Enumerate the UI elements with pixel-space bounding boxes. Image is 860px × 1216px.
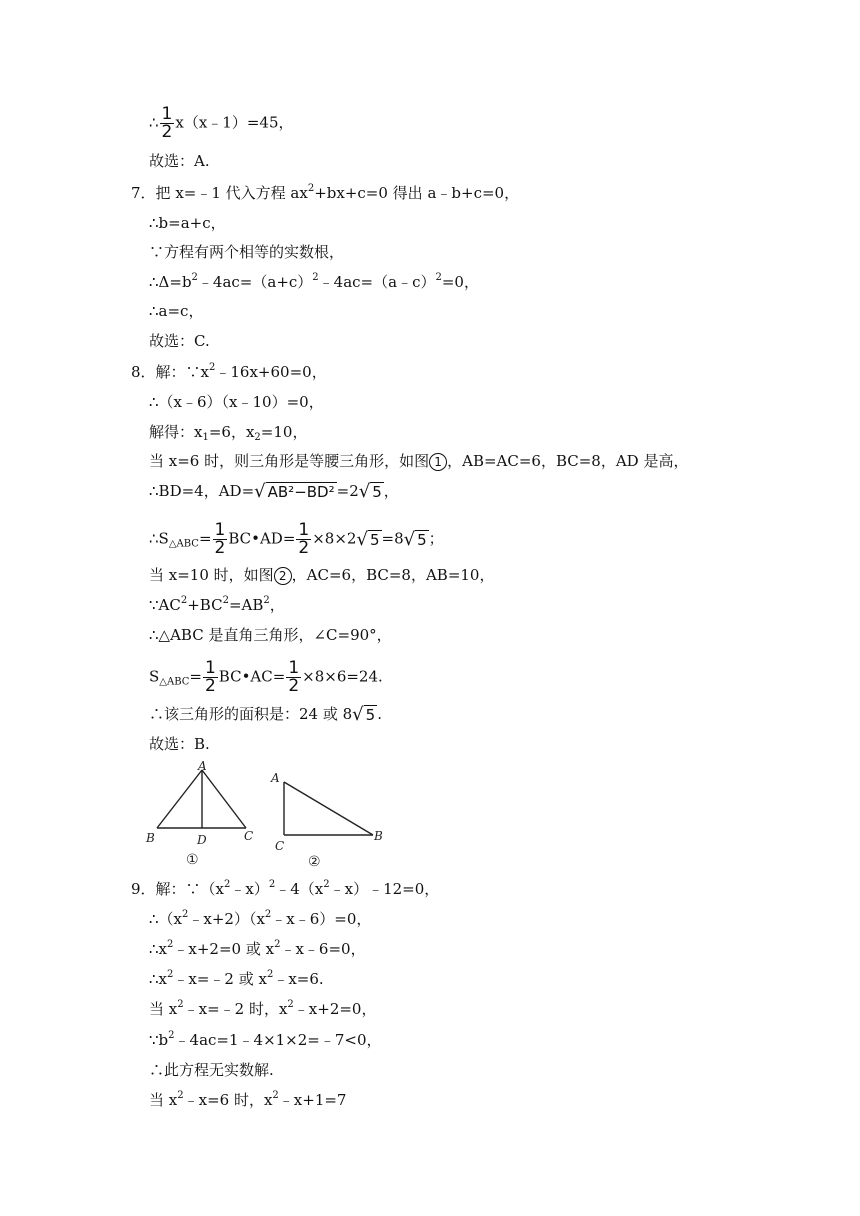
text: =8 bbox=[381, 529, 404, 548]
text: ∴x bbox=[149, 940, 168, 958]
numerator: 1 bbox=[161, 104, 173, 124]
text: ﹣4（x bbox=[275, 880, 324, 898]
superscript: 2 bbox=[435, 272, 442, 283]
square-root bbox=[404, 530, 429, 550]
text: ﹣16x+60=0， bbox=[215, 363, 327, 381]
text: =AB bbox=[228, 596, 264, 614]
superscript: 2 bbox=[287, 999, 294, 1010]
superscript: 2 bbox=[180, 595, 188, 606]
text: 当 x=10 时，如图 bbox=[149, 566, 274, 584]
superscript: 2 bbox=[222, 595, 229, 606]
numerator: 1 bbox=[204, 658, 216, 678]
superscript: 2 bbox=[224, 879, 231, 890]
text: ﹣x+1=7 bbox=[278, 1091, 347, 1109]
superscript: 2 bbox=[274, 939, 281, 950]
figure-1-caption: ① bbox=[186, 852, 199, 868]
text: 解得：x bbox=[149, 423, 203, 441]
superscript: 2 bbox=[307, 183, 315, 194]
text: =6，x bbox=[208, 423, 255, 441]
line-4: ∴b=a+c， bbox=[149, 214, 226, 232]
square-root bbox=[254, 482, 336, 502]
radical-sign: √ bbox=[356, 528, 368, 550]
text: ﹣4ac=（a+c） bbox=[197, 273, 313, 291]
text: ﹣x=6. bbox=[273, 970, 324, 988]
label-b: B bbox=[374, 829, 383, 843]
fraction bbox=[160, 106, 175, 141]
text: ﹣4ac=1﹣4×1×2=﹣7<0， bbox=[174, 1031, 382, 1049]
superscript: 2 bbox=[312, 272, 319, 283]
superscript: 2 bbox=[177, 1090, 184, 1101]
text: 当 x bbox=[149, 1000, 178, 1018]
text: 解：∵（x bbox=[155, 880, 225, 898]
superscript: 2 bbox=[167, 969, 174, 980]
line-5: ∵方程有两个相等的实数根， bbox=[149, 243, 345, 261]
text: =2 bbox=[336, 482, 359, 500]
text: . bbox=[377, 705, 382, 723]
text: ， bbox=[383, 482, 399, 500]
circled-number: 1 bbox=[429, 453, 447, 471]
text: ，AB=AC=6，BC=8，AD 是高， bbox=[447, 452, 689, 470]
text: =0， bbox=[441, 273, 479, 291]
text: = bbox=[189, 667, 202, 686]
text: ×8×6=24. bbox=[302, 667, 383, 686]
radicand: 5 bbox=[417, 530, 427, 549]
text: ﹣x+2=0 或 x bbox=[173, 940, 275, 958]
superscript: 2 bbox=[266, 969, 274, 980]
text: ﹣x+2）（x bbox=[188, 910, 265, 928]
text: ×8×2 bbox=[312, 529, 357, 548]
superscript: 2 bbox=[264, 909, 272, 920]
label-d: D bbox=[197, 833, 207, 847]
text: x（x﹣1）=45， bbox=[175, 113, 294, 132]
question-number: 9． bbox=[131, 880, 156, 898]
triangle-figures bbox=[140, 760, 400, 870]
line-16 bbox=[149, 595, 285, 615]
subscript: 1 bbox=[202, 432, 209, 443]
text: 把 x=﹣1 代入方程 ax bbox=[155, 184, 308, 202]
line-6 bbox=[149, 272, 479, 292]
text: 解：∵x bbox=[155, 363, 210, 381]
line-24 bbox=[149, 969, 324, 989]
text: +bx+c=0 得出 a﹣b+c=0， bbox=[314, 184, 520, 202]
denominator: 2 bbox=[204, 676, 216, 696]
denominator: 2 bbox=[214, 538, 226, 558]
radicand: 5 bbox=[369, 530, 380, 549]
text: 当 x bbox=[149, 1091, 178, 1109]
denominator: 2 bbox=[298, 538, 310, 558]
text: ﹣x=6 时，x bbox=[183, 1091, 273, 1109]
line-25 bbox=[149, 999, 376, 1019]
numerator: 1 bbox=[288, 658, 300, 678]
superscript: 2 bbox=[263, 595, 270, 606]
text: ﹣x）﹣12=0， bbox=[329, 880, 440, 898]
radical-sign: √ bbox=[358, 481, 371, 502]
radical-sign: √ bbox=[254, 481, 266, 502]
superscript: 2 bbox=[177, 999, 184, 1010]
radicand: 5 bbox=[372, 483, 382, 501]
superscript: 2 bbox=[182, 909, 189, 920]
text: ﹣x﹣6=0， bbox=[280, 940, 366, 958]
square-root bbox=[359, 482, 384, 502]
text: ∴该三角形的面积是：24 或 8 bbox=[149, 705, 353, 723]
line-8: 故选：C. bbox=[149, 332, 210, 350]
side-ac bbox=[202, 770, 246, 828]
text: +BC bbox=[187, 596, 223, 614]
figure-1-isosceles-triangle bbox=[157, 770, 246, 828]
line-17: ∴△ABC 是直角三角形，∠C=90°， bbox=[149, 626, 392, 644]
radicand: AB²−BD² bbox=[267, 483, 335, 501]
text: S bbox=[149, 667, 160, 686]
fraction bbox=[286, 660, 301, 695]
radicand: 5 bbox=[365, 706, 376, 724]
line-10: ∴（x﹣6）（x﹣10）=0， bbox=[149, 393, 324, 411]
line-19 bbox=[149, 704, 382, 725]
figure-2-caption: ② bbox=[308, 854, 321, 870]
label-c: C bbox=[275, 839, 285, 853]
line-22 bbox=[149, 909, 371, 929]
fraction bbox=[213, 522, 228, 557]
text: ∴S bbox=[149, 529, 169, 548]
label-c: C bbox=[244, 829, 254, 843]
fraction bbox=[203, 660, 218, 695]
text: =10， bbox=[260, 423, 308, 441]
text: ﹣x） bbox=[230, 880, 269, 898]
superscript: 2 bbox=[209, 362, 216, 373]
line-11 bbox=[149, 422, 307, 442]
fraction bbox=[296, 522, 311, 557]
line-23 bbox=[149, 939, 366, 959]
text: ，AC=6，BC=8，AB=10， bbox=[291, 566, 495, 584]
text: ∵b bbox=[149, 1031, 169, 1049]
text: ﹣4ac=（a﹣c） bbox=[318, 273, 436, 291]
subscript: △ABC bbox=[159, 676, 190, 688]
superscript: 2 bbox=[168, 1030, 175, 1041]
superscript: 2 bbox=[167, 939, 174, 950]
side-ab bbox=[157, 770, 202, 828]
numerator: 1 bbox=[298, 520, 310, 540]
square-root bbox=[352, 705, 377, 725]
line-12 bbox=[149, 451, 688, 471]
line-2: 故选：A. bbox=[149, 152, 210, 170]
question-number: 7． bbox=[131, 184, 156, 202]
denominator: 2 bbox=[161, 122, 173, 142]
subscript: 2 bbox=[254, 432, 261, 443]
question-9 bbox=[131, 879, 439, 899]
line-14 bbox=[149, 522, 444, 557]
line-7: ∴a=c， bbox=[149, 302, 204, 320]
label-b: B bbox=[146, 831, 155, 845]
text: ﹣x+2=0， bbox=[293, 1000, 377, 1018]
line-18 bbox=[149, 660, 383, 695]
subscript: △ABC bbox=[168, 538, 199, 550]
numerator: 1 bbox=[214, 520, 226, 540]
text: ∴（x bbox=[149, 910, 183, 928]
text: ； bbox=[428, 529, 444, 548]
text: ， bbox=[269, 596, 285, 614]
text: ∴ bbox=[149, 113, 159, 132]
text: = bbox=[198, 529, 212, 548]
circled-number: 2 bbox=[274, 567, 292, 585]
superscript: 2 bbox=[191, 272, 198, 283]
question-7 bbox=[131, 183, 519, 203]
line-15 bbox=[149, 565, 494, 585]
side-ab bbox=[284, 782, 373, 835]
superscript: 2 bbox=[268, 879, 276, 890]
denominator: 2 bbox=[288, 676, 300, 696]
superscript: 2 bbox=[272, 1090, 279, 1101]
text: ﹣x﹣6）=0， bbox=[271, 910, 372, 928]
figure-2-right-triangle bbox=[284, 782, 373, 835]
text: ∴x bbox=[149, 970, 168, 988]
question-8 bbox=[131, 362, 327, 382]
line-27: ∴此方程无实数解. bbox=[149, 1061, 274, 1079]
square-root bbox=[356, 530, 381, 550]
text: BC•AD= bbox=[228, 529, 296, 548]
radical-sign: √ bbox=[403, 528, 416, 550]
text: ﹣x=﹣2 或 x bbox=[173, 970, 267, 988]
label-a: A bbox=[198, 760, 207, 773]
line-20: 故选：B. bbox=[149, 735, 210, 753]
line-13 bbox=[149, 481, 399, 502]
line-28 bbox=[149, 1090, 346, 1110]
question-number: 8． bbox=[131, 363, 156, 381]
text: 当 x=6 时，则三角形是等腰三角形，如图 bbox=[149, 452, 430, 470]
label-a: A bbox=[271, 771, 280, 785]
text: ∴Δ=b bbox=[149, 273, 192, 291]
text: BC•AC= bbox=[218, 667, 286, 686]
line-26 bbox=[149, 1030, 382, 1050]
line-1 bbox=[149, 106, 294, 141]
superscript: 2 bbox=[323, 879, 330, 890]
text: ∴BD=4，AD= bbox=[149, 482, 255, 500]
radical-sign: √ bbox=[352, 704, 364, 725]
text: ∵AC bbox=[149, 596, 181, 614]
text: ﹣x=﹣2 时，x bbox=[183, 1000, 288, 1018]
